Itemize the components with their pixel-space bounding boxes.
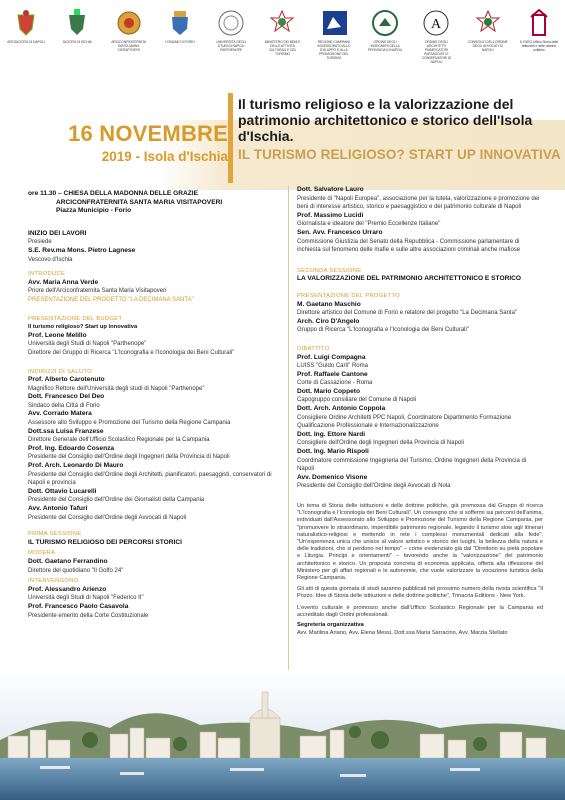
- seal-icon: [372, 8, 398, 38]
- speaker-role: Presidente emerito della Corte Costituzionale: [28, 612, 149, 619]
- section-heading: PRESENTAZIONE DEL BUDGET: [28, 315, 123, 322]
- harbour-photo: [0, 670, 565, 800]
- left-column: [28, 190, 286, 620]
- venue-line: Piazza Municipio - Forio: [56, 207, 132, 215]
- budget-question: Il turismo religioso? Start up innovativa: [28, 324, 138, 331]
- logo-diocesi: [57, 8, 97, 80]
- speaker-name: Prof. Francesco Paolo Casavola: [28, 602, 129, 610]
- speaker-role: Giornalista e ideatore del "Premio Eccellenze Italiane": [297, 221, 441, 228]
- speaker-role: Consigliere dell'Ordine degli Ingegneri della Provincia di Napoli: [297, 440, 464, 447]
- speaker-role: Direttore del quotidiano "Il Golfo 24": [28, 567, 124, 574]
- speaker-role: Commissione Giustizia del Senato della Repubblica - Commissione parlamentare di inchiesta sul fenomeno delle mafie e sulle altre associazioni criminali anche mafiose: [297, 238, 521, 254]
- logo-strip: [0, 0, 565, 80]
- speaker-name: Arch. Ciro D'Angelo: [297, 317, 360, 325]
- emblem-icon: [475, 8, 501, 38]
- speaker-role: Corte di Cassazione - Roma: [297, 380, 373, 387]
- speaker-role: Presidente del Consiglio dell'Ordine degli Avvocati di Nola: [297, 483, 451, 490]
- speaker-role: Priore dell'Arciconfraternita Santa Maria Visitapoveri: [28, 288, 167, 295]
- logo-il-faro: [519, 8, 559, 80]
- speaker-role: Capogruppo consiliare del Comune di Napoli: [297, 397, 417, 404]
- date-block: [30, 121, 228, 164]
- speaker-role: Vescovo d'Ischia: [28, 256, 73, 263]
- accent-bar: [228, 93, 233, 183]
- speaker-role: Consigliere Ordine Architetti PPC Napoli, Coordinatore Dipartimento Formazione Qualificazione Professionale e Internazionalizzazione: [297, 414, 512, 430]
- seal-icon: [218, 8, 244, 38]
- speaker-name: Dott. Arch. Antonio Coppola: [297, 405, 386, 413]
- speaker-name: Dott. Ing. Mario Rispoli: [297, 448, 369, 456]
- speaker-name: Dott.ssa Luisa Franzese: [28, 427, 104, 435]
- accreditation-paragraph: L'evento culturale è promosso anche dall'Ufficio Scolastico Regionale per la Campania ed accreditato dagli Ordini professionali.: [297, 604, 543, 618]
- label: Presiede: [28, 239, 52, 246]
- logo-arcidiocesi: [6, 8, 46, 80]
- speaker-role: LUISS "Guido Carli" Roma: [297, 363, 368, 370]
- right-column: [297, 186, 565, 637]
- event-date: 16 NOVEMBRE: [68, 121, 228, 146]
- crest-icon: [116, 8, 142, 38]
- description-paragraph: Un tema di Storia delle istituzioni e delle dottrine politiche, già promossa dal Gruppo di ricerca "L'Iconografia e l'Iconologia dei Beni Culturali". Un convegno che si soffermi sui percorsi dell'anima, individuati dall'Assessorato allo Sviluppo e Promozione del Turismo della Regione Campania, per "promuovere lo straordinario, imperdibile patrimonio regionale, legando il turismo slow agli itinerari naturalistico-religiosi e mettendo in rete i complessi monumentali dedicati alla fede". "Un'esperienza unica che unisce al valore artistico e storico dei luoghi, la bellezza della natura e delle tradizioni, che si perdono nel tempo" – come evidenziato già dal "Direttorio su pietà popolare e Liturgia. Principi e orientamenti" – favorendo anche la "valorizzazione" del patrimonio architettonico e storico. Un proposta concreta di economia applicata, offerta alla riflessione del Ministero per gli affari regionali e le autonomie, che vuole valorizzare la vocazione turistica della Regione Campania.: [297, 503, 543, 582]
- speaker-role: Università degli Studi di Napoli "Parthenope": [28, 341, 147, 348]
- speaker-name: Prof. Ing. Edoardo Cosenza: [28, 444, 115, 452]
- event-year-location: 2019 - Isola d'Ischia: [101, 149, 228, 164]
- logo-arciconfraternita: [109, 8, 149, 80]
- speaker-name: Avv. Antonio Tafuri: [28, 505, 88, 512]
- logo-caption: ARCICONFRATERNITA SANTA MARIA VISITAPOVERI: [111, 40, 146, 52]
- svg-text:A: A: [431, 17, 442, 32]
- crest-icon: [167, 8, 193, 38]
- venue-line: ore 11.30 – CHIESA DELLA MADONNA DELLE GRAZIE: [28, 190, 198, 197]
- logo-caption: UNIVERSITÀ DEGLI STUDI DI NAPOLI PARTHENOPE: [216, 40, 247, 52]
- speaker-name: Prof. Alessandro Arienzo: [28, 585, 107, 593]
- speaker-role: Presidente di "Napoli Europea", associazione per la tutela, valorizzazione e promozione dei beni di interesse artistico, storico e paesaggistico e del patrimonio culturale di Napoli: [297, 195, 540, 211]
- logo-caption: ORDINE DEGLI INGEGNERI DELLA PROVINCIA DI NAPOLI: [367, 40, 403, 52]
- speaker-list: [28, 376, 286, 522]
- speaker-name: Avv. Domenico Visone: [297, 473, 368, 481]
- speaker-name: Dott. Ottavio Lucarelli: [28, 487, 97, 495]
- emblem-icon: [269, 8, 295, 38]
- speaker-role: Presidente del Consiglio dell'Ordine degli Ingegneri della Provincia di Napoli: [28, 454, 230, 461]
- speaker-name: Prof. Luigi Compagna: [297, 353, 366, 361]
- headline-subtitle: IL TURISMO RELIGIOSO? START UP INNOVATIVA: [238, 147, 561, 162]
- section-heading: DIBATTITO: [297, 345, 330, 352]
- speaker-name: Prof. Massimo Lucidi: [297, 211, 364, 219]
- publication-paragraph: Gli atti di questa giornata di studi saranno pubblicati nel prossimo numero della rivista scientifica "Il Pozzo. Idee di Storia delle istituzioni e delle dottrine politiche", Trinacria Editions - New York.: [297, 586, 543, 600]
- speaker-name: Prof. Arch. Leonardo Di Mauro: [28, 462, 124, 470]
- speaker-name: Prof. Raffaele Cantone: [297, 370, 368, 378]
- speaker-name: Avv. Maria Anna Verde: [28, 278, 99, 286]
- logo-caption: IL FARO Ufficio Storia delle istituzioni e delle dottrine politiche: [519, 40, 559, 52]
- crest-icon: [13, 8, 39, 38]
- crest-icon: [64, 8, 90, 38]
- column-divider: [288, 186, 289, 676]
- speaker-role: Università degli Studi di Napoli "Federico II": [28, 595, 144, 602]
- secretariat-heading: Segreteria organizzativa: [297, 622, 364, 629]
- speaker-role: Magnifico Rettore dell'Università degli studi di Napoli "Parthenope": [28, 385, 205, 392]
- session-title: IL TURISMO RELIGIOSO DEI PERCORSI STORICI: [28, 538, 182, 546]
- section-heading: SECONDA SESSIONE: [297, 267, 362, 274]
- speaker-role: Direttore artistico del Comune di Forio e relatore del progetto "La Decimana Santa": [297, 310, 518, 317]
- speaker-name: Prof. Leone Melillo: [28, 331, 87, 339]
- headline-title: Il turismo religioso e la valorizzazione del patrimonio architettonico e storico dell'Isola d'Ischia.: [238, 96, 533, 144]
- letter-a-icon: [423, 8, 449, 38]
- logo-avvocati: [468, 8, 508, 80]
- speaker-name: Dott. Gaetano Ferrandino: [28, 557, 108, 565]
- venue-line: ARCICONFRATERNITA SANTA MARIA VISITAPOVERI: [56, 198, 223, 206]
- speaker-role: Presidente del Consiglio dell'Ordine degli Architetti, pianificatori, paesaggisti, conservatori di Napoli e provincia: [28, 471, 272, 487]
- speaker-name: Dott. Ing. Ettore Nardi: [297, 430, 366, 438]
- building-icon: [526, 8, 552, 38]
- speaker-role: Direttore del Gruppo di Ricerca "L'Iconografia e l'Iconologia dei Beni Culturali": [28, 349, 235, 356]
- section-heading: INDIRIZZI DI SALUTO: [28, 368, 92, 375]
- section-heading: INTERVENGONO: [28, 578, 79, 585]
- speaker-role: Sindaco della Città di Forio: [28, 402, 100, 409]
- logo-caption: ORDINE DEGLI ARCHITETTI PIANIFICATORI PAESAGGISTI E CONSERVATORI DI NAPOLI: [421, 40, 452, 64]
- section-heading: PRIMA SESSIONE: [28, 531, 82, 538]
- speaker-role: Assessore allo Sviluppo e Promozione del Turismo della Regione Campania: [28, 420, 231, 427]
- section-heading: MODERA: [28, 550, 56, 557]
- logo-parthenope: [211, 8, 251, 80]
- speaker-role: Presidente del Consiglio dell'Ordine dei Giornalisti della Campania: [28, 497, 205, 504]
- speaker-name: Dott. Francesco Del Deo: [28, 393, 105, 401]
- logo-mibact: [262, 8, 302, 80]
- speaker-name: M. Gaetano Maschio: [297, 300, 361, 308]
- logo-caption: COMUNE DI FORIO: [165, 40, 195, 44]
- speaker-name: S.E. Rev.ma Mons. Pietro Lagnese: [28, 246, 136, 254]
- speaker-name: Sen. Avv. Francesco Urraro: [297, 228, 383, 236]
- speaker-name: Dott. Mario Coppeto: [297, 387, 360, 395]
- logo-caption: DIOCESI DI ISCHIA: [62, 40, 92, 44]
- logo-caption: MINISTERO DEI BENI E DELLE ATTIVITÀ CULTURALI E DEL TURISMO: [264, 40, 301, 56]
- section-heading: INTRODUCE: [28, 271, 66, 278]
- region-icon: [321, 8, 347, 38]
- logo-caption: CONSIGLIO DELL'ORDINE DEGLI AVVOCATI DI NAPOLI: [467, 40, 508, 52]
- section-heading: INIZIO DEI LAVORI: [28, 229, 87, 237]
- speaker-role: Gruppo di Ricerca "L'Iconografia e l'Iconologia dei Beni Culturali": [297, 327, 469, 334]
- speaker-role: Presidente del Consiglio dell'Ordine degli Avvocati di Napoli: [28, 514, 187, 521]
- logo-ingegneri: [365, 8, 405, 80]
- speaker-role: Direttore Generale dell'Ufficio Scolastico Regionale per la Campania: [28, 437, 210, 444]
- logo-caption: REGIONE CAMPANIA ASSESSORATO ALLO SVILUPPO E ALLA PROMOZIONE DEL TURISMO: [317, 40, 351, 60]
- logo-architetti: [416, 8, 456, 80]
- logo-caption: ARCIDIOCESI DI NAPOLI: [7, 40, 45, 44]
- speaker-name: Dott. Salvatore Lauro: [297, 186, 364, 193]
- section-heading: PRESENTAZIONE DEL PROGETTO: [297, 292, 401, 299]
- speaker-name: Prof. Alberto Carotenuto: [28, 376, 105, 384]
- session-title: LA VALORIZZAZIONE DEL PATRIMONIO ARCHITETTONICO E STORICO: [297, 275, 522, 283]
- logo-comune-forio: [160, 8, 200, 80]
- project-line: PRESENTAZIONE DEL PROGETTO "LA DECIMANA SANTA": [28, 296, 194, 303]
- secretariat-names: Avv. Marilina Ariano, Avv. Elena Messi, Dott.ssa Maria Sarracino, Avv. Marzia Stellato: [297, 629, 508, 636]
- speaker-name: Avv. Corrado Matera: [28, 410, 92, 418]
- logo-regione: [314, 8, 354, 80]
- speaker-role: Coordinatore commissione Ingegneria del Turismo, Ordine Ingegneri della Provincia di Napoli: [297, 457, 527, 473]
- headline: [238, 96, 563, 162]
